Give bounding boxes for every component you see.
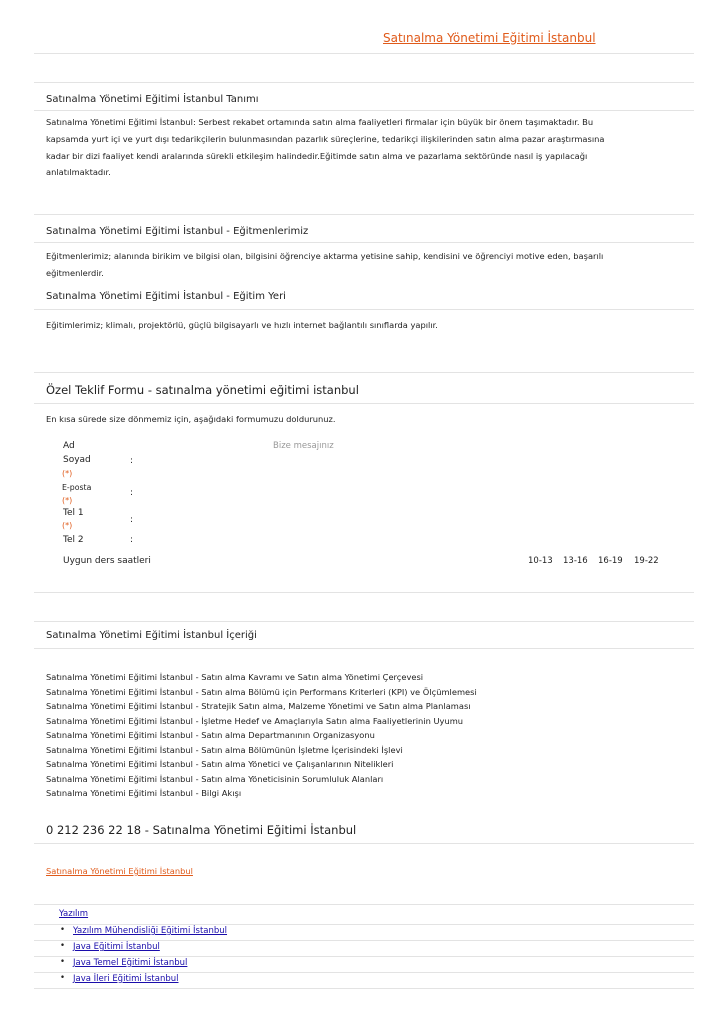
list-item: Satınalma Yönetimi Eğitimi İstanbul - Satın alma Departmanının Organizasyonu <box>46 730 375 740</box>
list-item: Satınalma Yönetimi Eğitimi İstanbul - Satın alma Bölümü için Performans Kriterleri (KPI) ve Ölçümlemesi <box>46 686 477 697</box>
icerik-list <box>46 670 477 801</box>
form-heading: Özel Teklif Formu - satınalma yönetimi eğitimi istanbul <box>46 383 359 397</box>
slot-option[interactable]: 10-13 <box>528 556 553 566</box>
divider <box>34 648 694 649</box>
bullet-icon: • <box>60 957 66 967</box>
nav-item-link[interactable]: Java Temel Eğitimi İstanbul <box>73 958 188 968</box>
bullet-icon: • <box>60 925 66 935</box>
list-item: Satınalma Yönetimi Eğitimi İstanbul - Satın alma Kavramı ve Satın alma Yönetimi Çerçevesi <box>46 672 424 682</box>
nav-item-link[interactable]: Java Eğitimi İstanbul <box>73 942 160 952</box>
text-line: kapsamda yurt içi ve yurt dışı tedarikçilerin bulunmasından pazarlık süreçlerine, tedarikçi ilişkilerinden satın alma pazar araştırmasına <box>46 133 605 144</box>
list-item: Satınalma Yönetimi Eğitimi İstanbul - Bilgi Akışı <box>46 788 242 798</box>
bullet-icon: • <box>60 941 66 951</box>
required-marker: (*) <box>62 469 73 478</box>
divider <box>34 843 694 844</box>
list-item: Satınalma Yönetimi Eğitimi İstanbul - Satın alma Bölümünün İşletme İçerisindeki İşlevi <box>46 744 403 755</box>
footer-link[interactable]: Satınalma Yönetimi Eğitimi İstanbul <box>46 866 193 876</box>
section-heading-egitmen: Satınalma Yönetimi Eğitimi İstanbul - Eğitmenlerimiz <box>46 226 309 237</box>
divider <box>34 242 694 243</box>
yer-paragraph: Eğitimlerimiz; klimalı, projektörlü, güçlü bilgisayarlı ve hızlı internet bağlantılı sınıflarda yapılır. <box>46 320 438 330</box>
divider <box>34 82 694 83</box>
divider <box>34 924 694 925</box>
phone-heading: 0 212 236 22 18 - Satınalma Yönetimi Eğitimi İstanbul <box>46 823 357 837</box>
divider <box>34 372 694 373</box>
tel1-label: Tel 1 <box>63 508 84 518</box>
divider <box>34 309 694 310</box>
text-line: Satınalma Yönetimi Eğitimi İstanbul: Serbest rekabet ortamında satın alma faaliyetleri firmalar için büyük bir önem taşımaktadır. Bu <box>46 117 594 127</box>
slot-option[interactable]: 19-22 <box>634 556 659 566</box>
divider <box>34 110 694 111</box>
form-intro: En kısa sürede size dönmemiz için, aşağıdaki formumuzu doldurunuz. <box>46 414 336 424</box>
divider <box>34 403 694 404</box>
soyad-label: Soyad <box>63 455 91 465</box>
message-textarea[interactable]: Bize mesajınız <box>273 441 334 451</box>
list-item: Satınalma Yönetimi Eğitimi İstanbul - Stratejik Satın alma, Malzeme Yönetimi ve Satın alma Planlaması <box>46 701 471 711</box>
tel2-input[interactable]: : <box>130 535 134 545</box>
nav-item-link[interactable]: Yazılım Mühendisliği Eğitimi İstanbul <box>73 926 228 936</box>
required-marker: (*) <box>62 496 73 505</box>
divider <box>34 988 694 989</box>
nav-category-link[interactable]: Yazılım <box>59 909 89 919</box>
divider <box>34 956 694 957</box>
list-item: Satınalma Yönetimi Eğitimi İstanbul - Satın alma Yöneticisinin Sorumluluk Alanları <box>46 773 384 784</box>
divider <box>34 940 694 941</box>
egitmen-paragraph <box>46 248 706 282</box>
divider <box>34 53 694 54</box>
slot-option[interactable]: 16-19 <box>598 556 623 566</box>
list-item: Satınalma Yönetimi Eğitimi İstanbul - İşletme Hedef ve Amaçlarıyla Satın alma Faaliyetlerinin Uyumu <box>46 715 464 726</box>
bullet-icon: • <box>60 973 66 983</box>
text-line: eğitmenlerdir. <box>46 267 104 278</box>
text-line: anlatılmaktadır. <box>46 167 111 178</box>
section-heading-yer: Satınalma Yönetimi Eğitimi İstanbul - Eğitim Yeri <box>46 291 286 302</box>
list-item: Satınalma Yönetimi Eğitimi İstanbul - Satın alma Yönetici ve Çalışanlarının Nitelikleri <box>46 759 394 769</box>
tel1-input[interactable]: : <box>130 515 134 525</box>
eposta-label: E-posta <box>62 483 92 492</box>
slot-option[interactable]: 13-16 <box>563 556 588 566</box>
section-heading-tanim: Satınalma Yönetimi Eğitimi İstanbul Tanımı <box>46 94 259 105</box>
uygun-saatler-label: Uygun ders saatleri <box>63 556 151 566</box>
page-title-link[interactable]: Satınalma Yönetimi Eğitimi İstanbul <box>383 31 596 45</box>
text-line: kadar bir dizi faaliyet kendi aralarında sürekli etkileşim halindedir.Eğitimde satın alma ve pazarlama sektöründe nasıl iş yapılacağı <box>46 150 588 161</box>
required-marker: (*) <box>62 521 73 530</box>
ad-label: Ad <box>63 441 75 451</box>
divider <box>34 972 694 973</box>
nav-item-link[interactable]: Java İleri Eğitimi İstanbul <box>73 974 179 984</box>
soyad-input[interactable]: : <box>130 456 134 466</box>
eposta-input[interactable]: : <box>130 488 134 498</box>
text-line: Eğitmenlerimiz; alanında birikim ve bilgisi olan, bilgisini öğrenciye aktarma yetisine sahip, kendisini ve öğrenciyi motive eden, başarılı <box>46 251 604 261</box>
section-heading-icerik: Satınalma Yönetimi Eğitimi İstanbul İçeriği <box>46 630 257 641</box>
tanim-paragraph <box>46 114 706 181</box>
divider <box>34 904 694 905</box>
tel2-label: Tel 2 <box>63 535 84 545</box>
submit-band <box>34 592 694 622</box>
divider <box>34 214 694 215</box>
